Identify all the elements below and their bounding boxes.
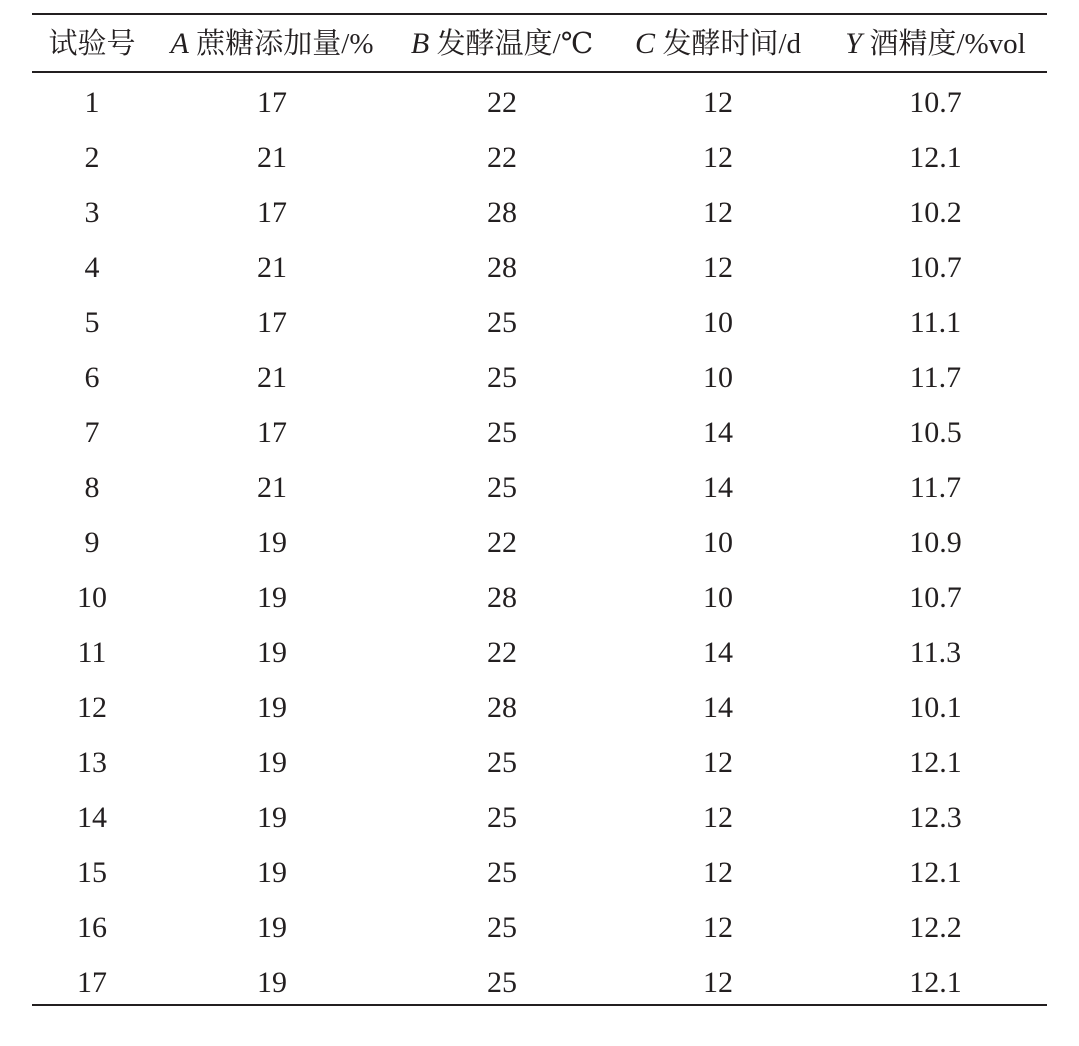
time-cell: 12	[703, 856, 733, 889]
time-cell: 10	[703, 526, 733, 559]
alcohol-cell: 11.7	[909, 361, 962, 394]
sucrose-cell: 21	[257, 251, 287, 284]
sucrose-cell: 19	[257, 526, 287, 559]
header-factor-b-variable: B	[410, 27, 430, 60]
time-cell: 14	[703, 416, 733, 449]
alcohol-cell: 11.7	[909, 471, 962, 504]
alcohol-cell: 10.9	[909, 526, 962, 559]
sucrose-cell: 19	[257, 911, 287, 944]
alcohol-cell: 10.7	[909, 581, 962, 614]
table-row	[32, 735, 1047, 790]
table-row	[32, 405, 1047, 460]
temperature-cell: 22	[487, 526, 517, 559]
trial-number-cell: 6	[84, 361, 100, 394]
time-cell: 12	[703, 251, 733, 284]
header-factor-a-text: 蔗糖添加量/%	[196, 28, 374, 60]
time-cell: 12	[703, 746, 733, 779]
trial-number-cell: 1	[84, 86, 100, 119]
table-row	[32, 185, 1047, 240]
temperature-cell: 28	[487, 581, 517, 614]
header-trial-number	[32, 15, 152, 73]
table-row	[32, 130, 1047, 185]
alcohol-cell: 10.5	[909, 416, 962, 449]
header-factor-a	[152, 15, 392, 73]
temperature-cell: 22	[487, 86, 517, 119]
sucrose-cell: 21	[257, 141, 287, 174]
header-response-y-text: 酒精度/%vol	[869, 28, 1026, 60]
trial-number-cell: 2	[84, 141, 100, 174]
trial-number-cell: 15	[77, 856, 107, 889]
trial-number-cell: 9	[84, 526, 100, 559]
sucrose-cell: 21	[257, 471, 287, 504]
alcohol-cell: 10.7	[909, 86, 962, 119]
sucrose-cell: 17	[257, 306, 287, 339]
sucrose-cell: 19	[257, 581, 287, 614]
table-body	[32, 73, 1047, 1010]
temperature-cell: 25	[487, 471, 517, 504]
temperature-cell: 25	[487, 966, 517, 999]
trial-number-cell: 13	[77, 746, 107, 779]
time-cell: 10	[703, 306, 733, 339]
alcohol-cell: 12.1	[909, 966, 962, 999]
temperature-cell: 28	[487, 196, 517, 229]
trial-number-cell: 7	[84, 416, 100, 449]
table-row	[32, 625, 1047, 680]
alcohol-cell: 10.7	[909, 251, 962, 284]
time-cell: 12	[703, 966, 733, 999]
temperature-cell: 28	[487, 251, 517, 284]
sucrose-cell: 19	[257, 966, 287, 999]
temperature-cell: 25	[487, 911, 517, 944]
trial-number-cell: 17	[77, 966, 107, 999]
temperature-cell: 25	[487, 801, 517, 834]
alcohol-cell: 12.3	[909, 801, 962, 834]
sucrose-cell: 17	[257, 86, 287, 119]
table-row	[32, 955, 1047, 1010]
table-row	[32, 570, 1047, 625]
header-response-y-variable: Y	[845, 27, 862, 60]
alcohol-cell: 12.1	[909, 746, 962, 779]
table-row	[32, 845, 1047, 900]
table-row	[32, 240, 1047, 295]
time-cell: 12	[703, 86, 733, 119]
trial-number-cell: 8	[84, 471, 100, 504]
trial-number-cell: 3	[84, 196, 100, 229]
temperature-cell: 22	[487, 141, 517, 174]
sucrose-cell: 17	[257, 196, 287, 229]
temperature-cell: 25	[487, 361, 517, 394]
temperature-cell: 28	[487, 691, 517, 724]
sucrose-cell: 19	[257, 691, 287, 724]
temperature-cell: 25	[487, 746, 517, 779]
header-factor-c-variable: C	[634, 27, 655, 60]
alcohol-cell: 12.2	[909, 911, 962, 944]
alcohol-cell: 10.2	[909, 196, 962, 229]
temperature-cell: 22	[487, 636, 517, 669]
table-row	[32, 350, 1047, 405]
trial-number-cell: 4	[84, 251, 100, 284]
time-cell: 12	[703, 801, 733, 834]
temperature-cell: 25	[487, 856, 517, 889]
trial-number-cell: 11	[77, 636, 107, 669]
time-cell: 10	[703, 581, 733, 614]
sucrose-cell: 19	[257, 746, 287, 779]
header-factor-b-text: 发酵温度/℃	[436, 28, 594, 60]
table-row	[32, 295, 1047, 350]
header-factor-c	[612, 15, 824, 73]
alcohol-cell: 12.1	[909, 856, 962, 889]
trial-number-cell: 16	[77, 911, 107, 944]
sucrose-cell: 17	[257, 416, 287, 449]
table-row	[32, 73, 1047, 130]
trial-number-cell: 5	[84, 306, 100, 339]
time-cell: 14	[703, 636, 733, 669]
trial-number-cell: 12	[77, 691, 107, 724]
time-cell: 10	[703, 361, 733, 394]
table-row	[32, 680, 1047, 735]
header-response-y	[824, 15, 1047, 73]
header-row	[32, 15, 1047, 73]
experiment-design-table	[32, 15, 1047, 1010]
temperature-cell: 25	[487, 416, 517, 449]
time-cell: 14	[703, 471, 733, 504]
alcohol-cell: 12.1	[909, 141, 962, 174]
table-row	[32, 515, 1047, 570]
table-row	[32, 790, 1047, 845]
sucrose-cell: 19	[257, 801, 287, 834]
sucrose-cell: 21	[257, 361, 287, 394]
header-factor-a-variable: A	[170, 27, 189, 60]
trial-number-cell: 10	[77, 581, 107, 614]
time-cell: 14	[703, 691, 733, 724]
table-row	[32, 460, 1047, 515]
sucrose-cell: 19	[257, 856, 287, 889]
alcohol-cell: 11.3	[909, 636, 962, 669]
time-cell: 12	[703, 911, 733, 944]
table-header	[32, 15, 1047, 73]
time-cell: 12	[703, 196, 733, 229]
time-cell: 12	[703, 141, 733, 174]
header-trial-number-text: 试验号	[48, 28, 136, 60]
temperature-cell: 25	[487, 306, 517, 339]
table-row	[32, 900, 1047, 955]
alcohol-cell: 10.1	[909, 691, 962, 724]
sucrose-cell: 19	[257, 636, 287, 669]
header-factor-c-text: 发酵时间/d	[662, 28, 802, 60]
alcohol-cell: 11.1	[909, 306, 962, 339]
trial-number-cell: 14	[77, 801, 107, 834]
header-factor-b	[392, 15, 612, 73]
